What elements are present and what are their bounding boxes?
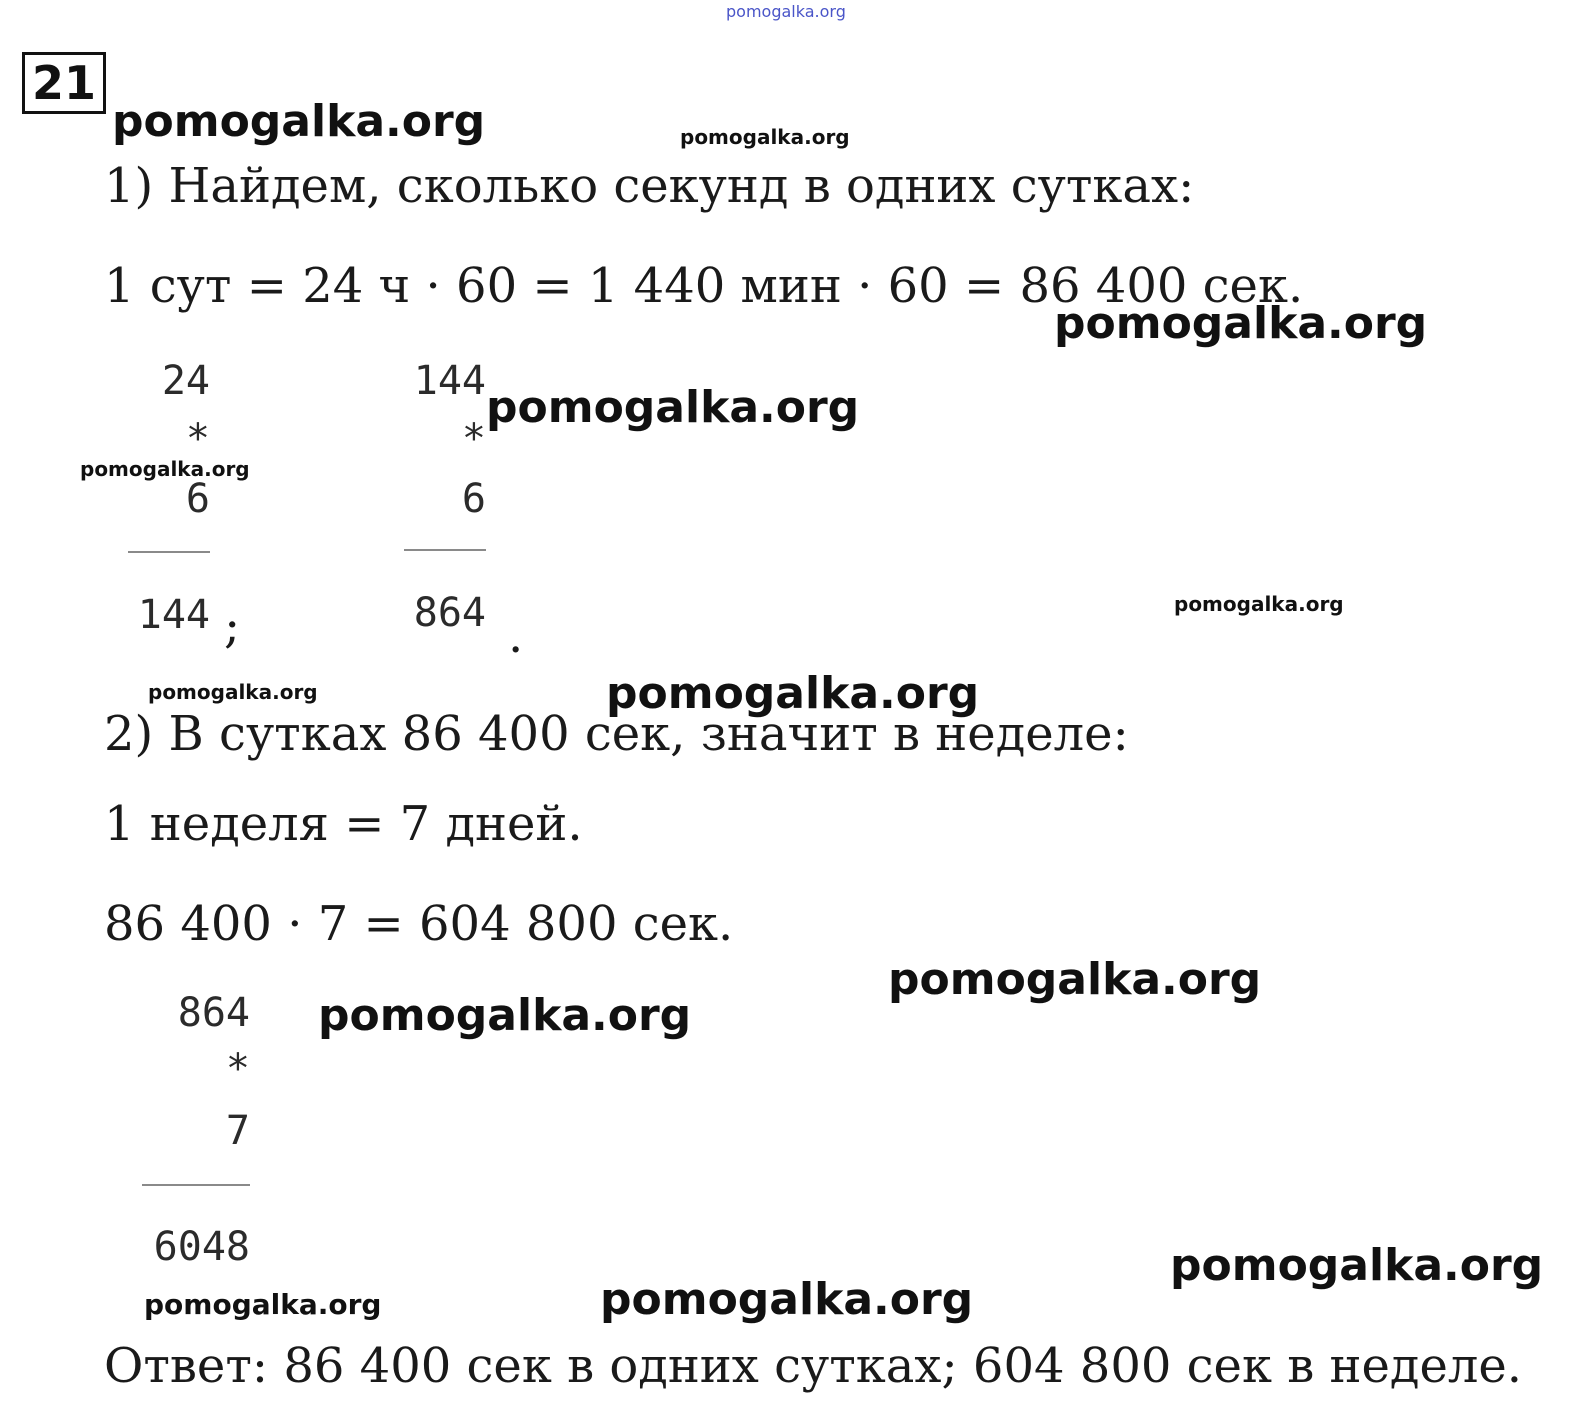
- calc1-operand-b: 6: [185, 476, 210, 522]
- answer-text: Ответ: 86 400 сек в одних сутках; 604 800 сек в неделе.: [104, 1338, 1523, 1394]
- watermark: pomogalka.org: [600, 1274, 974, 1325]
- step1-equation: 1 сут = 24 ч · 60 = 1 440 мин · 60 = 86 400 сек.: [104, 258, 1304, 314]
- calc1-result: 144: [137, 592, 210, 638]
- calc1-separator: ;: [224, 598, 241, 654]
- watermark: pomogalka.org: [680, 125, 850, 149]
- step1-heading: 1) Найдем, сколько секунд в одних сутках:: [104, 158, 1195, 214]
- step2-equation: 86 400 · 7 = 604 800 сек.: [104, 896, 734, 952]
- calc2-operand-a: 144: [413, 358, 486, 404]
- calc2-separator: .: [508, 608, 524, 664]
- step2-week: 1 неделя = 7 дней.: [104, 796, 583, 852]
- calc2-operand-b: 6: [461, 476, 486, 522]
- watermark: pomogalka.org: [1170, 1240, 1544, 1291]
- calc3-operator: *: [225, 1046, 250, 1092]
- calc1-operand-a: 24: [161, 358, 210, 404]
- calc2-divider: [404, 549, 486, 551]
- watermark: pomogalka.org: [80, 457, 250, 481]
- watermark: pomogalka.org: [888, 954, 1262, 1005]
- watermark: pomogalka.org: [112, 96, 486, 147]
- watermark: pomogalka.org: [318, 990, 692, 1041]
- calc3-result: 6048: [153, 1224, 250, 1270]
- calc3-operand-a: 864: [177, 990, 250, 1036]
- watermark: pomogalka.org: [1174, 592, 1344, 616]
- watermark: pomogalka.org: [486, 382, 860, 433]
- calc2-operator: *: [461, 416, 486, 462]
- step2-heading: 2) В сутках 86 400 сек, значит в неделе:: [104, 706, 1129, 762]
- top-watermark: pomogalka.org: [726, 2, 846, 21]
- calc3-divider: [142, 1184, 250, 1186]
- calc1-divider: [128, 551, 210, 553]
- watermark: pomogalka.org: [144, 1288, 382, 1321]
- task-number-box: 21: [22, 52, 106, 114]
- calc2-result: 864: [413, 590, 486, 636]
- watermark: pomogalka.org: [1054, 298, 1428, 349]
- watermark: pomogalka.org: [606, 668, 980, 719]
- calc1-operator: *: [185, 416, 210, 462]
- calc3-operand-b: 7: [225, 1108, 250, 1154]
- watermark: pomogalka.org: [148, 680, 318, 704]
